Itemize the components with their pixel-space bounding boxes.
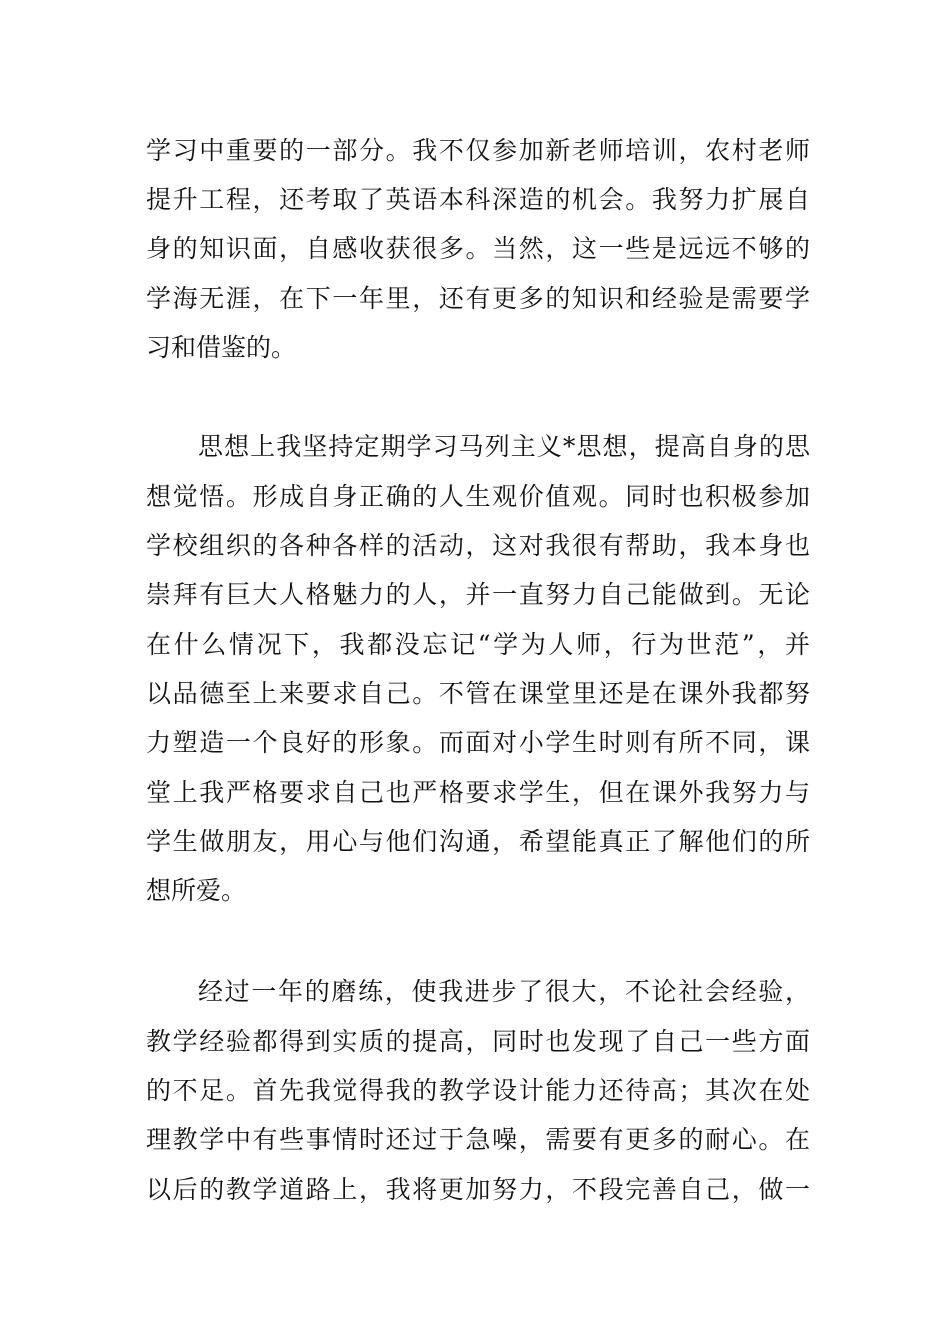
paragraph-1-line-1: 学习中重要的一部分。我不仅参加新老师培训，农村老师 bbox=[146, 136, 810, 165]
paragraph-2-line-2: 想觉悟。形成自身正确的人生观价值观。同时也积极参加 bbox=[146, 482, 810, 511]
paragraph-3-line-1: 经过一年的磨练，使我进步了很大，不论社会经验， bbox=[198, 977, 810, 1006]
paragraph-2-line-5: 在什么情况下，我都没忘记“学为人师，行为世范”，并 bbox=[146, 630, 810, 659]
paragraph-3-line-3: 的不足。首先我觉得我的教学设计能力还待高；其次在处 bbox=[146, 1076, 810, 1105]
paragraph-3-line-4: 理教学中有些事情时还过于急噪，需要有更多的耐心。在 bbox=[146, 1125, 810, 1154]
paragraph-2-line-7: 力塑造一个良好的形象。而面对小学生时则有所不同，课 bbox=[146, 728, 810, 757]
paragraph-1-line-5: 习和借鉴的。 bbox=[146, 333, 297, 362]
paragraph-1-line-4: 学海无涯，在下一年里，还有更多的知识和经验是需要学 bbox=[146, 284, 810, 313]
paragraph-1-line-2: 提升工程，还考取了英语本科深造的机会。我努力扩展自 bbox=[146, 185, 810, 214]
paragraph-2-line-3: 学校组织的各种各样的活动，这对我很有帮助，我本身也 bbox=[146, 531, 810, 560]
paragraph-3-line-5: 以后的教学道路上，我将更加努力，不段完善自己，做一 bbox=[146, 1175, 810, 1204]
paragraph-2-line-4: 崇拜有巨大人格魅力的人，并一直努力自己能做到。无论 bbox=[146, 580, 810, 609]
paragraph-2-line-8: 堂上我严格要求自己也严格要求学生，但在课外我努力与 bbox=[146, 778, 810, 807]
paragraph-2-line-10: 想所爱。 bbox=[146, 876, 247, 905]
paragraph-1-line-3: 身的知识面，自感收获很多。当然，这一些是远远不够的 bbox=[146, 234, 810, 263]
paragraph-2-line-6: 以品德至上来要求自己。不管在课堂里还是在课外我都努 bbox=[146, 679, 810, 708]
paragraph-2-line-1: 思想上我坚持定期学习马列主义*思想，提高自身的思 bbox=[198, 432, 810, 461]
paragraph-2-line-9: 学生做朋友，用心与他们沟通，希望能真正了解他们的所 bbox=[146, 827, 810, 856]
paragraph-3-line-2: 教学经验都得到实质的提高，同时也发现了自己一些方面 bbox=[146, 1027, 810, 1056]
